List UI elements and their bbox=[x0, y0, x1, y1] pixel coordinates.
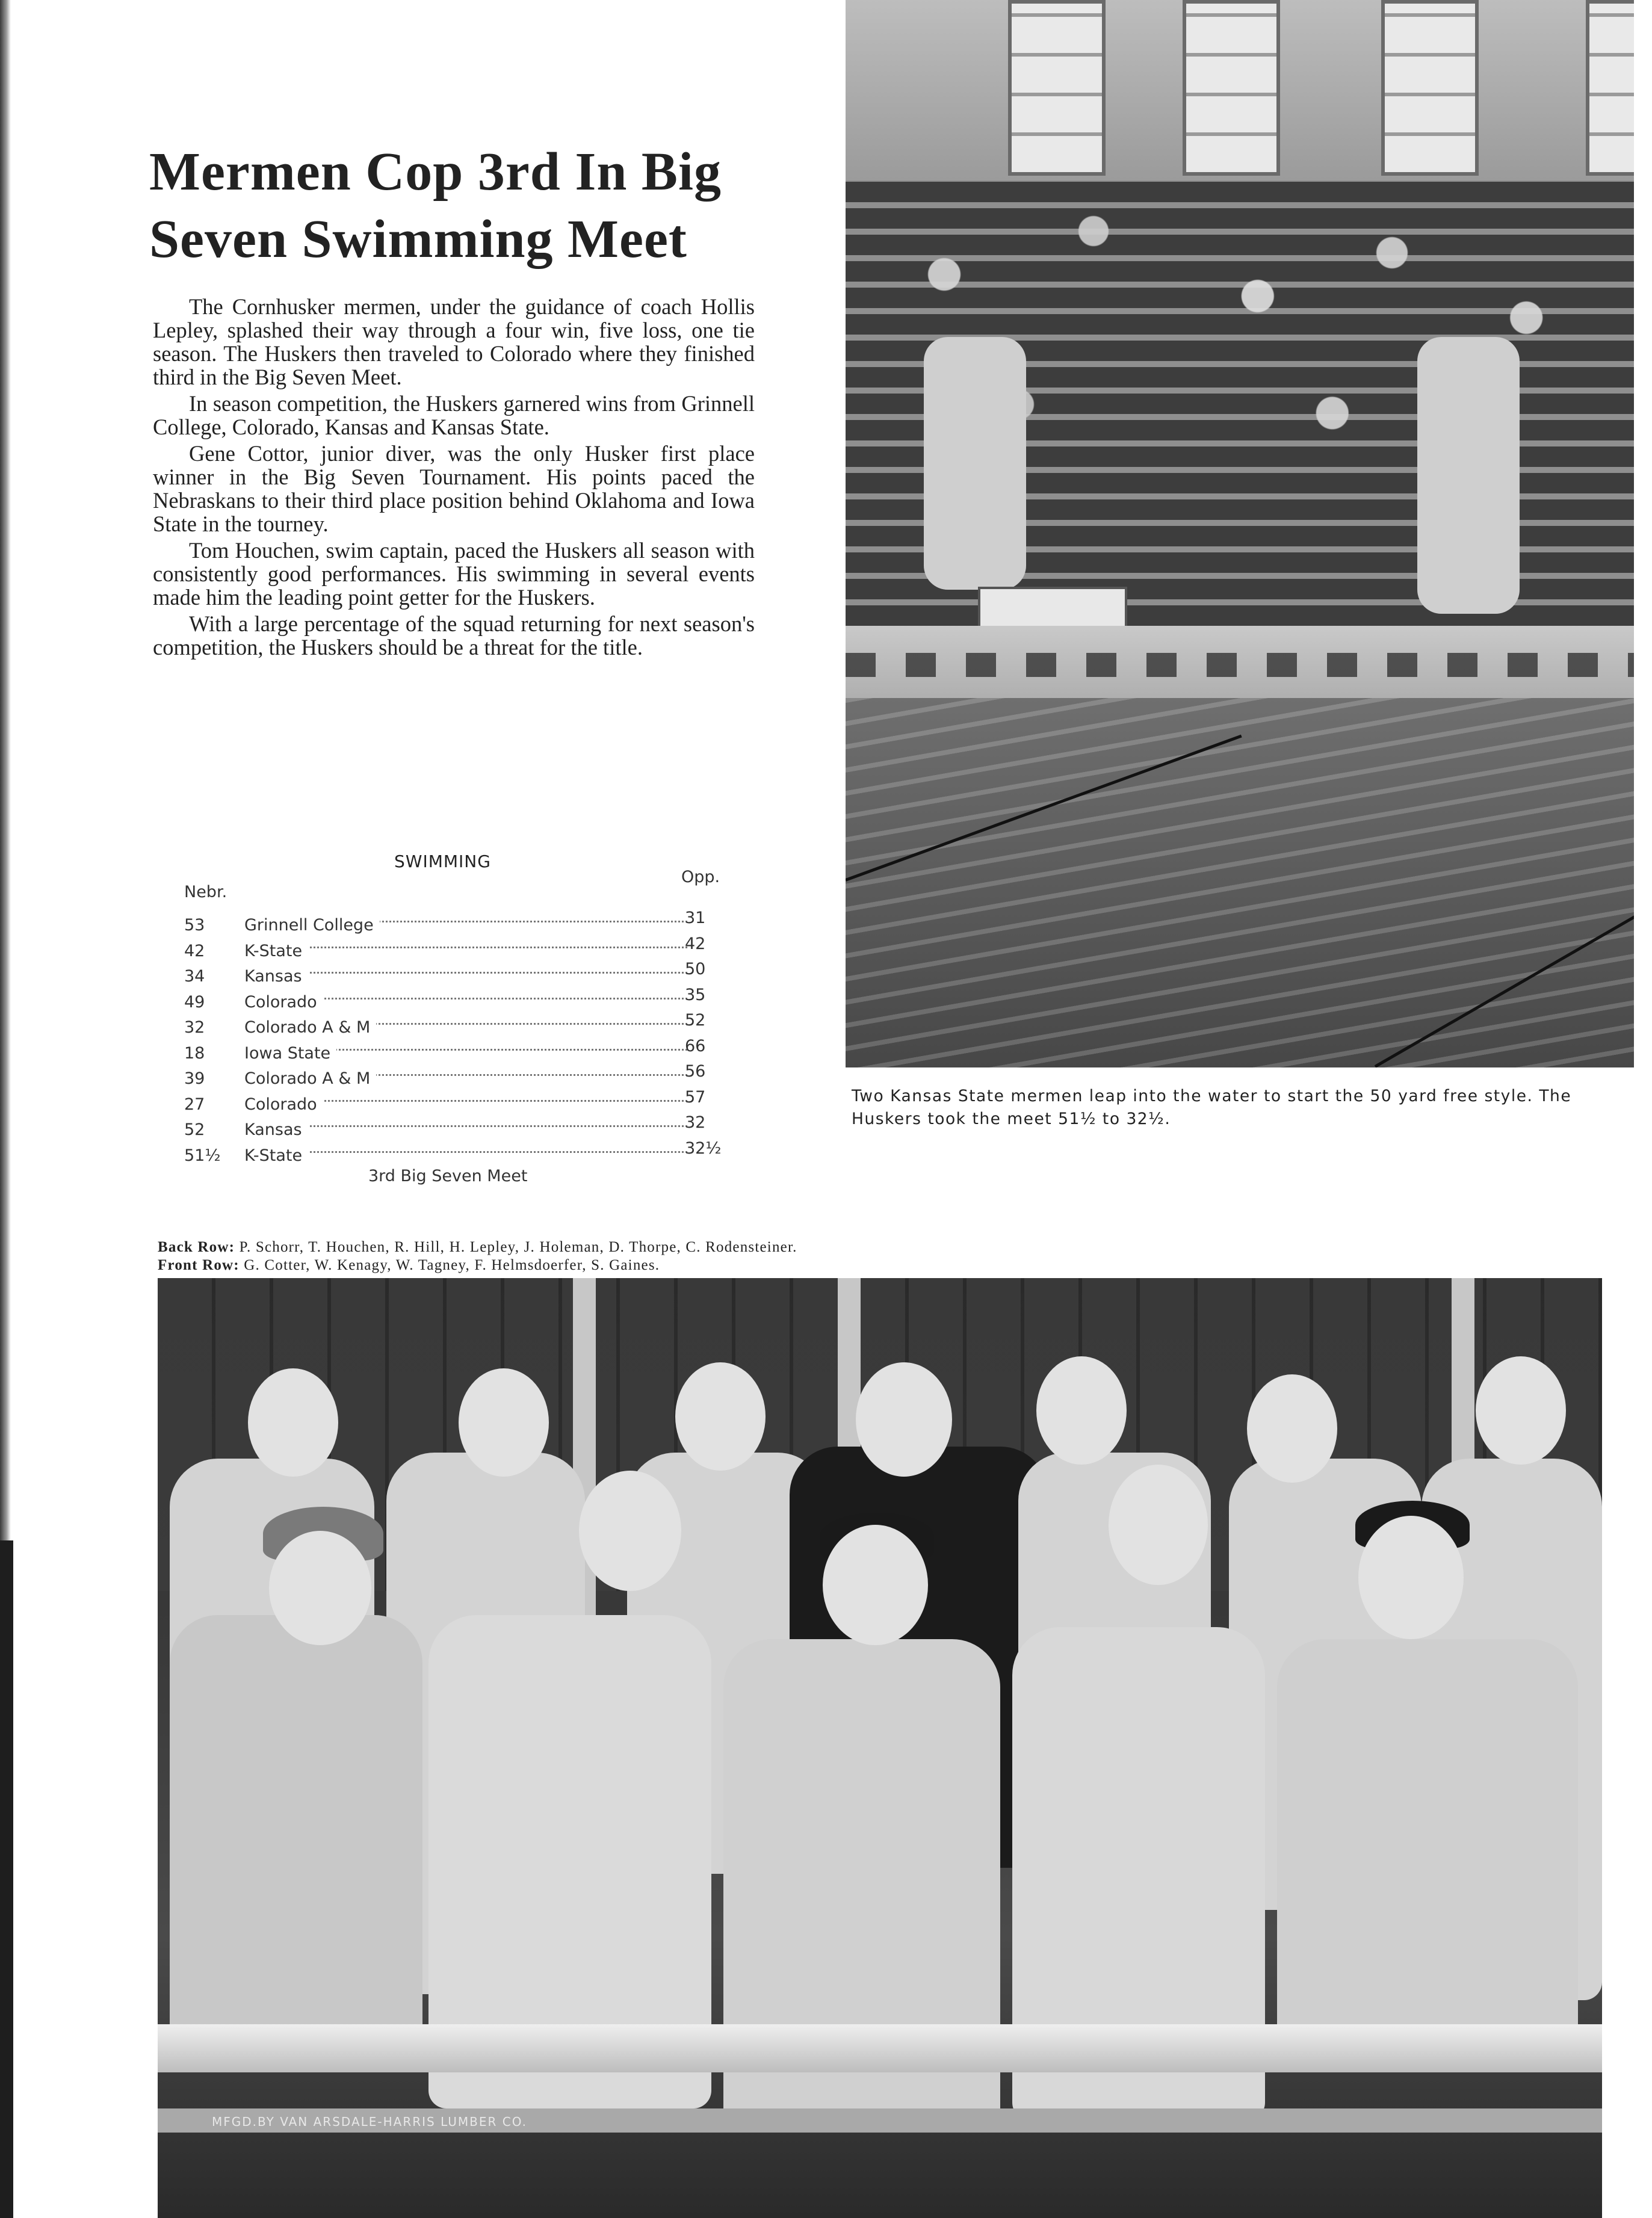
schedule-row bbox=[181, 934, 740, 960]
swimmer-right bbox=[1417, 337, 1520, 614]
article-paragraph: Tom Houchen, swim captain, paced the Huskers all season with consistently good performances. His swimming in several events made him the leading point getter for the Huskers. bbox=[153, 538, 755, 610]
article-headline: Mermen Cop 3rd In Big Seven Swimming Meet bbox=[149, 142, 722, 269]
schedule-row bbox=[181, 1037, 740, 1063]
diving-board bbox=[158, 2024, 1602, 2072]
schedule-table bbox=[181, 909, 740, 1164]
schedule-title: SWIMMING bbox=[394, 851, 491, 871]
schedule-header-nebr: Nebr. bbox=[184, 883, 227, 901]
nebr-score: 18 bbox=[184, 1043, 205, 1063]
pool-start-photo bbox=[846, 0, 1634, 1067]
opponent-name: Colorado A & M bbox=[244, 1018, 376, 1037]
diving-board-print: MFGD.BY VAN ARSDALE-HARRIS LUMBER CO. bbox=[212, 2115, 527, 2129]
nebr-score: 32 bbox=[184, 1018, 205, 1037]
opponent-name: Grinnell College bbox=[244, 916, 380, 934]
opp-score: 32 bbox=[685, 1113, 706, 1132]
opponent-name: K-State bbox=[244, 942, 308, 960]
front-row-names: G. Cotter, W. Kenagy, W. Tagney, F. Helmsdoerfer, S. Gaines. bbox=[244, 1257, 660, 1273]
opponent-name: Colorado A & M bbox=[244, 1069, 376, 1088]
article-paragraph: With a large percentage of the squad returning for next season's competition, the Huskers should be a threat for the title. bbox=[153, 611, 755, 660]
nebr-score: 49 bbox=[184, 992, 205, 1012]
schedule-row bbox=[181, 1113, 740, 1139]
front-row-label: Front Row: bbox=[158, 1257, 240, 1273]
schedule-row bbox=[181, 909, 740, 934]
front-row-swimmer bbox=[170, 1615, 422, 2072]
schedule-row bbox=[181, 1011, 740, 1037]
article-paragraph: In season competition, the Huskers garnered wins from Grinnell College, Colorado, Kansas and Kansas State. bbox=[153, 391, 755, 439]
opp-score: 31 bbox=[685, 909, 706, 927]
back-row-line bbox=[158, 1238, 1361, 1256]
schedule-row bbox=[181, 1139, 740, 1165]
photo-caption: Two Kansas State mermen leap into the water to start the 50 yard free style. The Huskers took the meet 51½ to 32½. bbox=[852, 1087, 1572, 1128]
schedule-header-opp: Opp. bbox=[681, 868, 720, 886]
nebr-score: 27 bbox=[184, 1095, 205, 1114]
nebr-score: 53 bbox=[184, 916, 205, 934]
nebr-score: 42 bbox=[184, 941, 205, 960]
team-photo bbox=[158, 1278, 1602, 2218]
schedule-row bbox=[181, 960, 740, 986]
opponent-name: Kansas bbox=[244, 967, 308, 986]
schedule-row bbox=[181, 986, 740, 1012]
opponent-name: Colorado bbox=[244, 1095, 323, 1114]
opponent-name: K-State bbox=[244, 1146, 308, 1165]
opp-score: 35 bbox=[685, 985, 706, 1004]
nebr-score: 51½ bbox=[184, 1146, 221, 1165]
back-row-label: Back Row: bbox=[158, 1239, 235, 1255]
nebr-score: 52 bbox=[184, 1120, 205, 1139]
opp-score: 56 bbox=[685, 1062, 706, 1081]
opp-score: 57 bbox=[685, 1087, 706, 1107]
front-row-line bbox=[158, 1256, 1361, 1274]
schedule-row bbox=[181, 1062, 740, 1088]
opponent-name: Kansas bbox=[244, 1120, 308, 1139]
opp-score: 32½ bbox=[685, 1138, 722, 1158]
opponent-name: Colorado bbox=[244, 993, 323, 1012]
opponent-name: Iowa State bbox=[244, 1044, 336, 1063]
front-row-swimmer bbox=[1277, 1639, 1578, 2060]
article-paragraph: Gene Cottor, junior diver, was the only Husker first place winner in the Big Seven Tournament. His points paced the Nebraskans to their third place position behind Oklahoma and Iowa State in the tourney. bbox=[153, 441, 755, 536]
opp-score: 52 bbox=[685, 1011, 706, 1030]
swimmer-left bbox=[924, 337, 1026, 590]
article-paragraph: The Cornhusker mermen, under the guidance of coach Hollis Lepley, splashed their way through a four win, five loss, one tie season. The Huskers then traveled to Colorado where they finished third in the Big Seven Meet. bbox=[153, 294, 755, 389]
schedule-row bbox=[181, 1088, 740, 1114]
opp-score: 50 bbox=[685, 960, 706, 978]
nebr-score: 34 bbox=[184, 967, 205, 986]
pool-water bbox=[846, 698, 1634, 1067]
opp-score: 42 bbox=[685, 934, 706, 953]
nebr-score: 39 bbox=[184, 1069, 205, 1088]
page-binding-shadow bbox=[0, 1540, 13, 2218]
schedule-note: 3rd Big Seven Meet bbox=[368, 1167, 528, 1185]
article-body bbox=[153, 295, 755, 662]
back-row-names: P. Schorr, T. Houchen, R. Hill, H. Lepley, J. Holeman, D. Thorpe, C. Rodensteiner. bbox=[239, 1239, 797, 1255]
team-roster bbox=[158, 1238, 1361, 1274]
opp-score: 66 bbox=[685, 1036, 706, 1055]
